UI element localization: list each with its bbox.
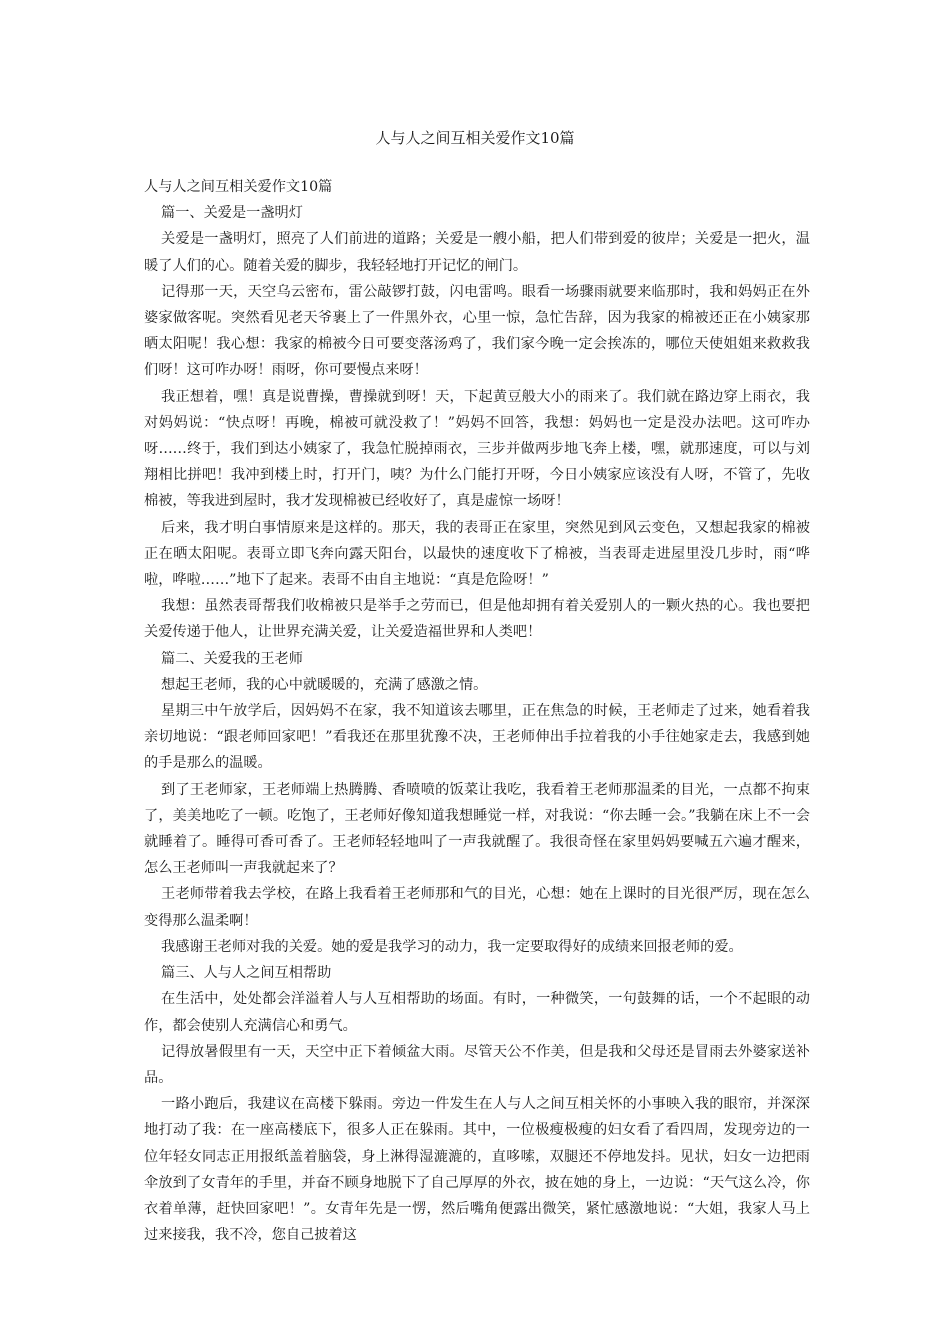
document-body — [144, 174, 810, 1248]
paragraph: 我想：虽然表哥帮我们收棉被只是举手之劳而已，但是他却拥有着关爱别人的一颗火热的心。我也要把关爱传递于他人，让世界充满关爱，让关爱造福世界和人类吧！ — [144, 598, 810, 641]
paragraph: 到了王老师家，王老师端上热腾腾、香喷喷的饭菜让我吃，我看着王老师那温柔的目光，一点都不拘束了，美美地吃了一顿。吃饱了，王老师好像知道我想睡觉一样，对我说：“你去睡一会。”我躺在床上不一会就睡着了。睡得可香可香了。王老师轻轻地叫了一声我就醒了。我很奇怪在家里妈妈要喊五六遍才醒来，怎么王老师叫一声我就起来了？ — [144, 781, 810, 877]
paragraph: 我感谢王老师对我的关爱。她的爱是我学习的动力，我一定要取得好的成绩来回报老师的爱。 — [161, 938, 743, 955]
paragraph: 王老师带着我去学校，在路上我看着王老师那和气的目光，心想：她在上课时的目光很严厉，现在怎么变得那么温柔啊！ — [144, 886, 810, 929]
document-title: 人与人之间互相关爱作文10篇 — [375, 129, 575, 147]
paragraph: 星期三中午放学后，因妈妈不在家，我不知道该去哪里，正在焦急的时候，王老师走了过来，她看着我亲切地说：“跟老师回家吧！”看我还在那里犹豫不决，王老师伸出手拉着我的小手往她家走去，我感到她的手是那么的温暖。 — [144, 703, 810, 772]
section-heading-2: 篇二、关爱我的王老师 — [161, 650, 303, 667]
article-heading: 人与人之间互相关爱作文10篇 — [144, 179, 333, 195]
paragraph: 我正想着，嘿！真是说曹操，曹操就到呀！天，下起黄豆般大小的雨来了。我们就在路边穿上雨衣，我对妈妈说：“快点呀！再晚，棉被可就没救了！”妈妈不回答，我想：妈妈也一定是没办法吧。这可咋办呀……终于，我们到达小姨家了，我急忙脱掉雨衣，三步并做两步地飞奔上楼，嘿，就那速度，可以与刘翔相比拼吧！我冲到楼上时，打开门，咦？为什么门能打开呀，今日小姨家应该没有人呀，不管了，先收棉被，等我进到屋时，我才发现棉被已经收好了，真是虚惊一场呀！ — [144, 388, 810, 510]
paragraph: 后来，我才明白事情原来是这样的。那天，我的表哥正在家里，突然见到风云变色，又想起我家的棉被正在晒太阳呢。表哥立即飞奔向露天阳台，以最快的速度收下了棉被，当表哥走进屋里没几步时，雨“哗啦，哗啦……”地下了起来。表哥不由自主地说：“真是危险呀！” — [144, 519, 810, 589]
section-heading-3: 篇三、人与人之间互相帮助 — [161, 965, 332, 982]
section-heading-1: 篇一、关爱是一盏明灯 — [161, 205, 303, 222]
paragraph: 想起王老师，我的心中就暖暖的，充满了感激之情。 — [161, 676, 488, 693]
paragraph: 记得那一天，天空乌云密布，雷公敲锣打鼓，闪电雷鸣。眼看一场骤雨就要来临那时，我和妈妈正在外婆家做客呢。突然看见老天爷裹上了一件黑外衣，心里一惊，急忙告辞，因为我家的棉被还正在小姨家那晒太阳呢！我心想：我家的棉被今日可要变落汤鸡了，我们家今晚一定会挨冻的，哪位天使姐姐来救救我们呀！这可咋办呀！雨呀，你可要慢点来呀！ — [144, 283, 810, 379]
paragraph: 记得放暑假里有一天，天空中正下着倾盆大雨。尽管天公不作美，但是我和父母还是冒雨去外婆家送补品。 — [144, 1043, 810, 1086]
paragraph: 在生活中，处处都会洋溢着人与人互相帮助的场面。有时，一种微笑，一句鼓舞的话，一个不起眼的动作，都会使别人充满信心和勇气。 — [144, 991, 810, 1034]
paragraph: 一路小跑后，我建议在高楼下躲雨。旁边一件发生在人与人之间互相关怀的小事映入我的眼帘，并深深地打动了我：在一座高楼底下，很多人正在躲雨。其中，一位极瘦极瘦的妇女看了看四周，发现旁边的一位年轻女同志正用报纸盖着脑袋，身上淋得湿漉漉的，直哆嗦，双腿还不停地发抖。见状，妇女一边把雨伞放到了女青年的手里，并奋不顾身地脱下了自己厚厚的外衣，披在她的身上，一边说：“天气这么冷，你衣着单薄，赶快回家吧！”。女青年先是一愣，然后嘴角便露出微笑，紧忙感激地说：“大姐，我家人马上过来接我，我不冷，您自己披着这 — [144, 1096, 810, 1244]
paragraph: 关爱是一盏明灯，照亮了人们前进的道路；关爱是一艘小船，把人们带到爱的彼岸；关爱是一把火，温暖了人们的心。随着关爱的脚步，我轻轻地打开记忆的闸门。 — [144, 231, 810, 274]
